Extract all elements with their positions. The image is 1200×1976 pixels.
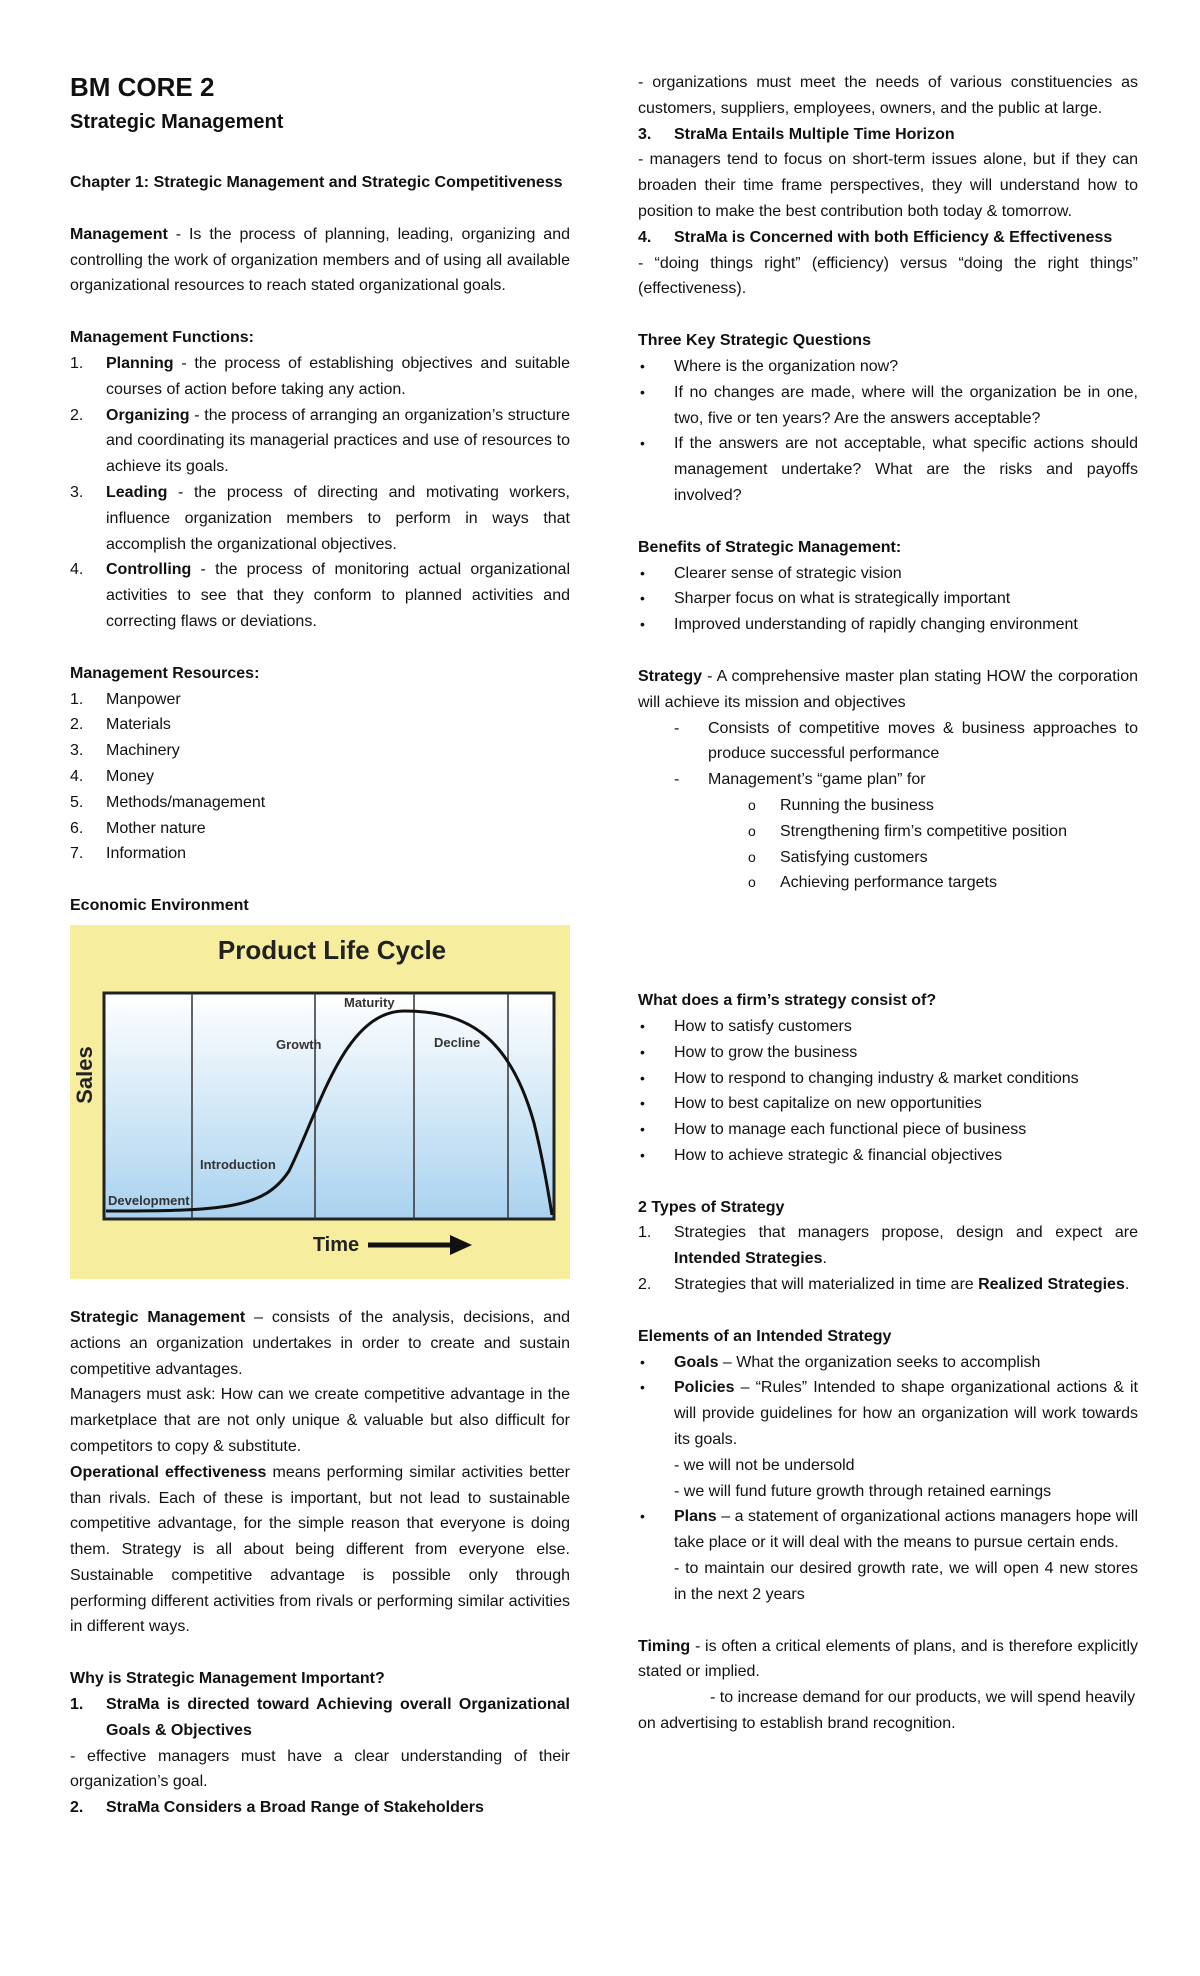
- list-item: 1. Manpower: [70, 690, 181, 708]
- chart-title: Product Life Cycle: [217, 934, 447, 965]
- consist-heading: What does a firm’s strategy consist of?: [638, 992, 937, 1010]
- operational-effectiveness-paragraph: Operational effectiveness means performing similar activities better than rivals. Each of these is important, but not lead to sustainable competitive advantage, for the simple reason that everyone is doing them. Strategy is all about being different from everyone else. Sustainable competitive advantage is possible only through performing different activities from rivals or performing similar activities in different ways.: [70, 1463, 570, 1636]
- functions-heading: Management Functions:: [70, 329, 255, 347]
- why-item-3-desc: - managers tend to focus on short-term issues alone, but if they can broaden their time frame perspectives, they will understand how to position to make the best contribution both today & tomorrow.: [638, 151, 1138, 220]
- list-item: • Where is the organization now?: [640, 357, 899, 375]
- why-item-4-desc: - “doing things right” (efficiency) versus “doing the right things” (effectiveness).: [638, 254, 1138, 298]
- stage-label: Growth: [276, 1036, 322, 1052]
- functions-list: [70, 351, 570, 635]
- list-item: • How to grow the business: [640, 1043, 858, 1061]
- chapter-heading: Chapter 1: Strategic Management and Strategic Competitiveness: [70, 174, 563, 191]
- stage-label: Maturity: [344, 994, 395, 1010]
- list-item: • If no changes are made, where will the organization be in one, two, five or ten years? Are the answers acceptable?: [640, 383, 1138, 427]
- list-item: 6. Mother nature: [70, 819, 206, 837]
- x-axis-label: Time: [312, 1233, 360, 1256]
- left-column: [70, 70, 570, 1821]
- resources-heading: Management Resources:: [70, 664, 260, 682]
- list-item: • How to respond to changing industry & market conditions: [640, 1069, 1079, 1087]
- list-item: • How to manage each functional piece of business: [640, 1121, 1027, 1139]
- consist-list: [638, 1014, 1138, 1169]
- game-plan-item: o Achieving performance targets: [748, 874, 997, 892]
- stage-label: Development: [108, 1192, 190, 1208]
- y-axis-label: Sales: [72, 1046, 97, 1104]
- plot-area: [104, 993, 554, 1219]
- list-item: • Improved understanding of rapidly changing environment: [640, 616, 1078, 634]
- types-heading: 2 Types of Strategy: [638, 1198, 785, 1216]
- timing-definition: Timing - is often a critical elements of plans, and is therefore explicitly stated or implied.: [638, 1637, 1138, 1681]
- element-policies: • Policies – “Rules” Intended to shape organizational actions & it will provide guidelines for how an organization will work towards its goals.: [640, 1379, 1138, 1449]
- game-plan-item: o Strengthening firm’s competitive position: [748, 822, 1067, 840]
- strategic-management-definition: Strategic Management – consists of the analysis, decisions, and actions an organization undertakes in order to create and sustain competitive advantages.: [70, 1308, 570, 1378]
- management-definition: [70, 222, 570, 299]
- plans-example: - to maintain our desired growth rate, we will open 4 new stores in the next 2 years: [674, 1560, 1138, 1603]
- list-item: 7. Information: [70, 845, 187, 863]
- why-important-heading: Why is Strategic Management Important?: [70, 1670, 385, 1688]
- game-plan-item: o Satisfying customers: [748, 848, 928, 866]
- list-item: 5. Methods/management: [70, 793, 266, 811]
- spacer: [638, 896, 1138, 962]
- timing-example: - to increase demand for our products, we will spend heavily on advertising to establish brand recognition.: [638, 1689, 1136, 1733]
- management-term: Management: [70, 225, 168, 243]
- why-item-1: 1. StraMa is directed toward Achieving overall Organizational Goals & Objectives: [70, 1696, 570, 1739]
- resources-list: [70, 687, 570, 868]
- why-item-2-desc: - organizations must meet the needs of various constituencies as customers, suppliers, employees, owners, and the public at large.: [638, 74, 1138, 117]
- type-item-2: 2. Strategies that will materialized in time are Realized Strategies.: [638, 1276, 1130, 1294]
- game-plan-item: o Running the business: [748, 796, 934, 814]
- list-item: 1. Planning - the process of establishing objectives and suitable courses of action before taking any action.: [70, 354, 570, 398]
- list-item: 2. Materials: [70, 716, 171, 734]
- list-item: 2. Organizing - the process of arranging an organization’s structure and coordinating its managerial practices and use of resources to achieve its goals.: [70, 406, 570, 476]
- strategy-definition: Strategy - A comprehensive master plan stating HOW the corporation will achieve its mission and objectives: [638, 667, 1138, 711]
- list-item: • Sharper focus on what is strategically important: [640, 590, 1011, 608]
- stage-label: Decline: [434, 1034, 481, 1050]
- economic-environment-heading: Economic Environment: [70, 897, 249, 915]
- why-item-3: 3. StraMa Entails Multiple Time Horizon: [638, 125, 955, 143]
- document-title: BM CORE 2: [70, 72, 215, 102]
- product-life-cycle-chart: [70, 925, 570, 1279]
- why-item-4: 4. StraMa is Concerned with both Efficiency & Effectiveness: [638, 228, 1113, 246]
- element-goals: • Goals – What the organization seeks to accomplish: [640, 1353, 1041, 1371]
- list-item: 3. Machinery: [70, 742, 180, 760]
- why-item-2: 2. StraMa Considers a Broad Range of Stakeholders: [70, 1799, 484, 1817]
- element-plans: • Plans – a statement of organizational actions managers hope will take place or it will deal with the means to pursue certain ends.: [640, 1508, 1138, 1552]
- benefits-heading: Benefits of Strategic Management:: [638, 538, 902, 556]
- managers-ask-paragraph: Managers must ask: How can we create competitive advantage in the marketplace that are not only unique & valuable but also difficult for competitors to copy & substitute.: [70, 1386, 570, 1455]
- type-item-1: 1. Strategies that managers propose, design and expect are Intended Strategies.: [638, 1224, 1138, 1268]
- policies-example: - we will fund future growth through retained earnings: [674, 1482, 1052, 1500]
- questions-list: [638, 354, 1138, 509]
- right-column: [638, 70, 1138, 1737]
- elements-heading: Elements of an Intended Strategy: [638, 1327, 892, 1345]
- strategy-dash-item: - Management’s “game plan” for: [674, 771, 926, 789]
- list-item: • Clearer sense of strategic vision: [640, 564, 902, 582]
- list-item: • How to achieve strategic & financial objectives: [640, 1146, 1003, 1164]
- strategy-dash-item: - Consists of competitive moves & business approaches to produce successful performance: [674, 719, 1138, 763]
- stage-label: Introduction: [200, 1156, 276, 1172]
- benefits-list: [638, 561, 1138, 638]
- list-item: • How to satisfy customers: [640, 1017, 852, 1035]
- list-item: 4. Controlling - the process of monitoring actual organizational activities to see that they conform to planned activities and correcting flaws or deviations.: [70, 561, 570, 630]
- list-item: 3. Leading - the process of directing and motivating workers, influence organization members to perform in ways that accomplish the organizational objectives.: [70, 483, 570, 553]
- why-item-1-desc: - effective managers must have a clear understanding of their organization’s goal.: [70, 1747, 570, 1791]
- list-item: • How to best capitalize on new opportunities: [640, 1095, 982, 1113]
- document-subtitle: Strategic Management: [70, 111, 284, 133]
- list-item: • If the answers are not acceptable, what specific actions should management undertake? What are the risks and payoffs involved?: [640, 435, 1138, 504]
- list-item: 4. Money: [70, 767, 155, 785]
- questions-heading: Three Key Strategic Questions: [638, 332, 871, 350]
- policies-example: - we will not be undersold: [674, 1456, 855, 1474]
- management-def-text: - Is the process of planning, leading, organizing and controlling the work of organization members and of using all available organizational resources to reach stated organizational goals.: [70, 225, 570, 295]
